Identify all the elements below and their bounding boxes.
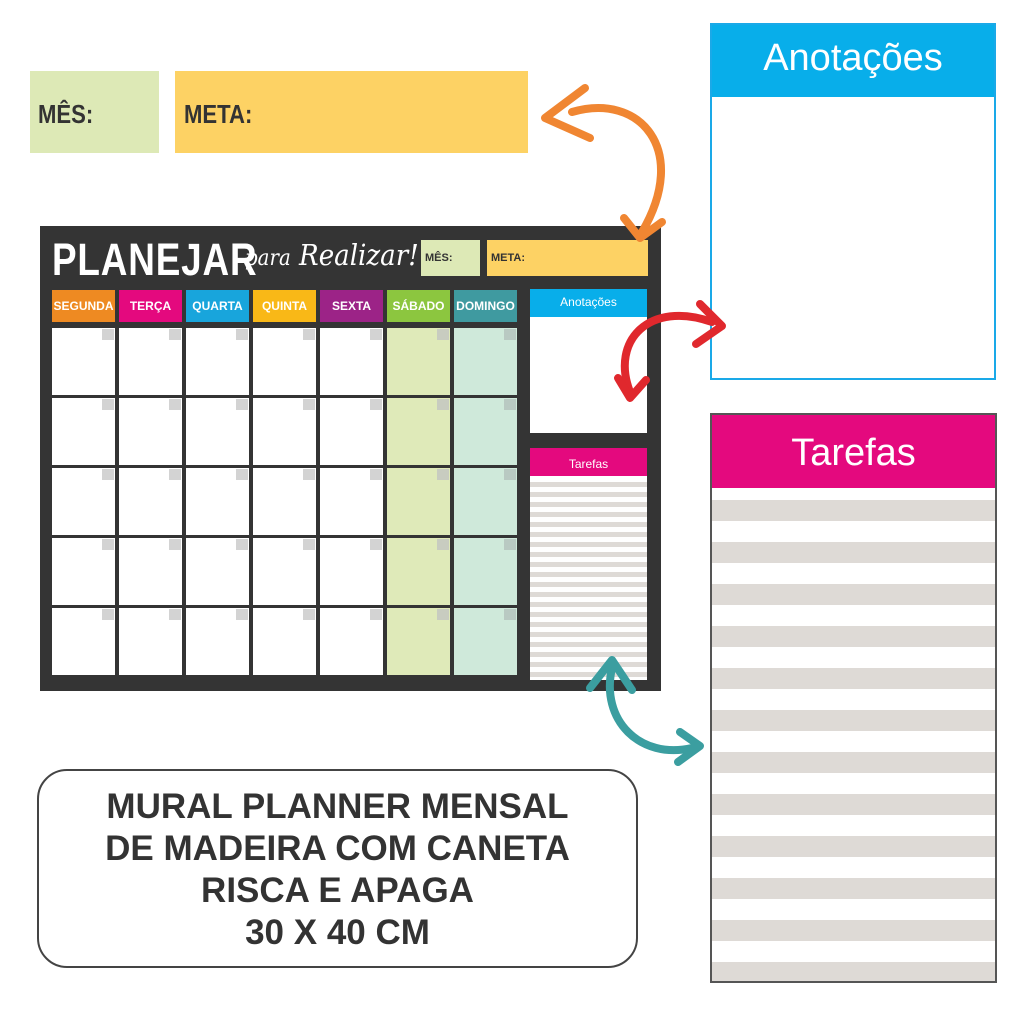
mes-label: MÊS: [38, 99, 94, 129]
tarefas-title: Tarefas [712, 415, 995, 488]
day-header-5: SÁBADO [387, 290, 450, 322]
caption-line-2: DE MADEIRA COM CANETA [105, 829, 570, 868]
orange-arrow [572, 108, 661, 232]
day-header-3: QUINTA [253, 290, 316, 322]
day-header-4: SEXTA [320, 290, 383, 322]
caption-line-1: MURAL PLANNER MENSAL [106, 787, 569, 826]
board-mes-label: MÊS: [425, 252, 453, 264]
board-anotacoes-header: Anotações [530, 289, 647, 317]
meta-label: META: [184, 99, 253, 129]
day-header-6: DOMINGO [454, 290, 517, 322]
day-header-0: SEGUNDA [52, 290, 115, 322]
board-tarefas-header: Tarefas [530, 448, 647, 476]
board-meta-label: META: [491, 252, 526, 264]
caption-line-3: RISCA E APAGA [201, 871, 474, 910]
board-subtitle-realizar: Realizar! [299, 238, 419, 272]
day-header-1: TERÇA [119, 290, 182, 322]
anotacoes-title: Anotações [712, 25, 994, 97]
day-header-2: QUARTA [186, 290, 249, 322]
board-title: PLANEJAR [52, 234, 258, 285]
red-arrow [625, 316, 712, 392]
caption-line-4: 30 X 40 CM [245, 913, 430, 952]
board-subtitle-para: para [245, 246, 291, 271]
product-caption [37, 769, 638, 968]
